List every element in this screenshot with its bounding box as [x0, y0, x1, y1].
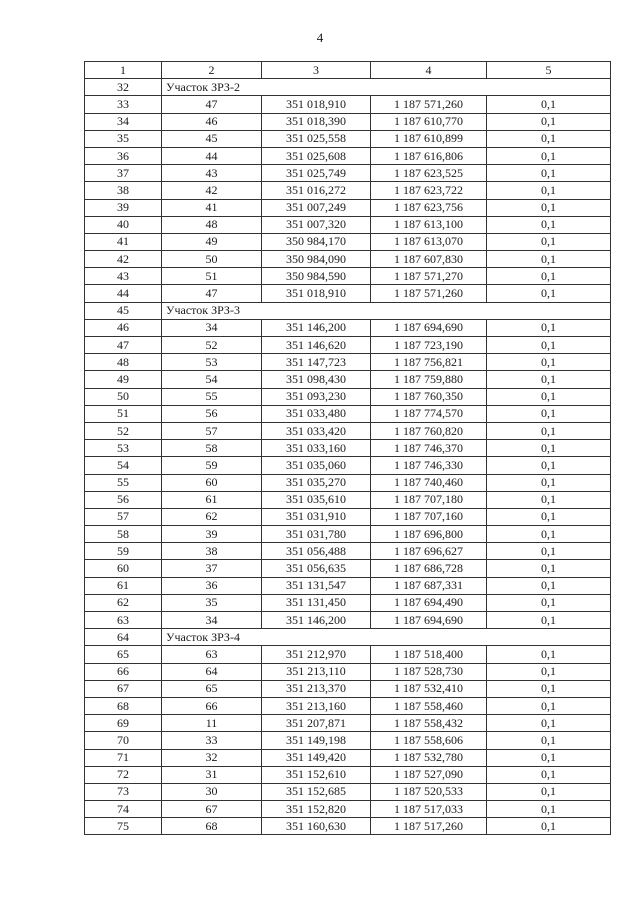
point-number-cell: 55	[162, 388, 262, 405]
x-coordinate-cell: 351 035,270	[262, 474, 371, 491]
point-number-cell: 58	[162, 440, 262, 457]
row-number-cell: 58	[85, 526, 162, 543]
y-coordinate-cell: 1 187 520,533	[371, 783, 487, 800]
table-row	[85, 646, 611, 663]
point-number-cell: 30	[162, 783, 262, 800]
row-number-cell: 36	[85, 147, 162, 164]
x-coordinate-cell: 351 147,723	[262, 354, 371, 371]
value-cell: 0,1	[487, 697, 611, 714]
y-coordinate-cell: 1 187 696,800	[371, 526, 487, 543]
x-coordinate-cell: 351 035,610	[262, 491, 371, 508]
table-row	[85, 113, 611, 130]
y-coordinate-cell: 1 187 759,880	[371, 371, 487, 388]
value-cell: 0,1	[487, 612, 611, 629]
x-coordinate-cell: 351 018,910	[262, 285, 371, 302]
header-cell-5: 5	[487, 62, 611, 79]
row-number-cell: 70	[85, 732, 162, 749]
y-coordinate-cell: 1 187 687,331	[371, 577, 487, 594]
x-coordinate-cell: 351 033,420	[262, 422, 371, 439]
value-cell: 0,1	[487, 440, 611, 457]
value-cell: 0,1	[487, 526, 611, 543]
y-coordinate-cell: 1 187 707,160	[371, 508, 487, 525]
table-row	[85, 818, 611, 835]
table-row	[85, 422, 611, 439]
y-coordinate-cell: 1 187 694,490	[371, 594, 487, 611]
table-row	[85, 405, 611, 422]
x-coordinate-cell: 351 025,749	[262, 165, 371, 182]
table-row	[85, 268, 611, 285]
point-number-cell: 47	[162, 96, 262, 113]
row-number-cell: 74	[85, 801, 162, 818]
x-coordinate-cell: 351 152,685	[262, 783, 371, 800]
value-cell: 0,1	[487, 354, 611, 371]
row-number-cell: 69	[85, 715, 162, 732]
table-row	[85, 749, 611, 766]
table-row	[85, 285, 611, 302]
x-coordinate-cell: 350 984,090	[262, 251, 371, 268]
y-coordinate-cell: 1 187 517,033	[371, 801, 487, 818]
x-coordinate-cell: 351 007,320	[262, 216, 371, 233]
y-coordinate-cell: 1 187 517,260	[371, 818, 487, 835]
row-number-cell: 43	[85, 268, 162, 285]
value-cell: 0,1	[487, 577, 611, 594]
point-number-cell: 63	[162, 646, 262, 663]
value-cell: 0,1	[487, 715, 611, 732]
x-coordinate-cell: 351 146,200	[262, 612, 371, 629]
table-row	[85, 526, 611, 543]
row-number-cell: 48	[85, 354, 162, 371]
row-number-cell: 54	[85, 457, 162, 474]
section-title-cell: Участок ЗРЗ-3	[162, 302, 611, 319]
table-row	[85, 612, 611, 629]
value-cell: 0,1	[487, 233, 611, 250]
x-coordinate-cell: 351 146,200	[262, 319, 371, 336]
x-coordinate-cell: 351 213,110	[262, 663, 371, 680]
x-coordinate-cell: 351 031,780	[262, 526, 371, 543]
point-number-cell: 47	[162, 285, 262, 302]
point-number-cell: 66	[162, 697, 262, 714]
y-coordinate-cell: 1 187 571,270	[371, 268, 487, 285]
table-row	[85, 766, 611, 783]
y-coordinate-cell: 1 187 610,899	[371, 130, 487, 147]
point-number-cell: 11	[162, 715, 262, 732]
value-cell: 0,1	[487, 474, 611, 491]
table-row	[85, 96, 611, 113]
y-coordinate-cell: 1 187 746,370	[371, 440, 487, 457]
x-coordinate-cell: 351 025,608	[262, 147, 371, 164]
value-cell: 0,1	[487, 147, 611, 164]
point-number-cell: 42	[162, 182, 262, 199]
point-number-cell: 65	[162, 680, 262, 697]
table-body	[85, 62, 611, 835]
value-cell: 0,1	[487, 388, 611, 405]
table-row	[85, 337, 611, 354]
point-number-cell: 49	[162, 233, 262, 250]
y-coordinate-cell: 1 187 707,180	[371, 491, 487, 508]
y-coordinate-cell: 1 187 571,260	[371, 96, 487, 113]
table-row	[85, 508, 611, 525]
x-coordinate-cell: 351 149,420	[262, 749, 371, 766]
table-row	[85, 147, 611, 164]
point-number-cell: 60	[162, 474, 262, 491]
value-cell: 0,1	[487, 594, 611, 611]
x-coordinate-cell: 351 131,450	[262, 594, 371, 611]
row-number-cell: 67	[85, 680, 162, 697]
row-number-cell: 57	[85, 508, 162, 525]
value-cell: 0,1	[487, 646, 611, 663]
table-row	[85, 491, 611, 508]
x-coordinate-cell: 350 984,170	[262, 233, 371, 250]
section-row	[85, 79, 611, 96]
header-row	[85, 62, 611, 79]
value-cell: 0,1	[487, 96, 611, 113]
value-cell: 0,1	[487, 405, 611, 422]
value-cell: 0,1	[487, 783, 611, 800]
x-coordinate-cell: 351 056,488	[262, 543, 371, 560]
value-cell: 0,1	[487, 199, 611, 216]
x-coordinate-cell: 351 152,610	[262, 766, 371, 783]
x-coordinate-cell: 351 025,558	[262, 130, 371, 147]
point-number-cell: 44	[162, 147, 262, 164]
table-row	[85, 783, 611, 800]
x-coordinate-cell: 351 031,910	[262, 508, 371, 525]
row-number-cell: 40	[85, 216, 162, 233]
point-number-cell: 45	[162, 130, 262, 147]
x-coordinate-cell: 351 018,910	[262, 96, 371, 113]
value-cell: 0,1	[487, 268, 611, 285]
x-coordinate-cell: 351 033,480	[262, 405, 371, 422]
row-number-cell: 56	[85, 491, 162, 508]
y-coordinate-cell: 1 187 532,410	[371, 680, 487, 697]
y-coordinate-cell: 1 187 623,756	[371, 199, 487, 216]
table-row	[85, 130, 611, 147]
value-cell: 0,1	[487, 491, 611, 508]
row-number-cell: 32	[85, 79, 162, 96]
table-row	[85, 354, 611, 371]
row-number-cell: 44	[85, 285, 162, 302]
section-row	[85, 302, 611, 319]
table-row	[85, 560, 611, 577]
point-number-cell: 32	[162, 749, 262, 766]
x-coordinate-cell: 351 213,160	[262, 697, 371, 714]
table-row	[85, 801, 611, 818]
point-number-cell: 54	[162, 371, 262, 388]
section-row	[85, 629, 611, 646]
x-coordinate-cell: 351 056,635	[262, 560, 371, 577]
value-cell: 0,1	[487, 766, 611, 783]
table-row	[85, 199, 611, 216]
point-number-cell: 48	[162, 216, 262, 233]
row-number-cell: 42	[85, 251, 162, 268]
y-coordinate-cell: 1 187 532,780	[371, 749, 487, 766]
x-coordinate-cell: 351 093,230	[262, 388, 371, 405]
value-cell: 0,1	[487, 319, 611, 336]
value-cell: 0,1	[487, 216, 611, 233]
row-number-cell: 49	[85, 371, 162, 388]
y-coordinate-cell: 1 187 723,190	[371, 337, 487, 354]
table-row	[85, 251, 611, 268]
value-cell: 0,1	[487, 337, 611, 354]
table-row	[85, 319, 611, 336]
y-coordinate-cell: 1 187 613,070	[371, 233, 487, 250]
point-number-cell: 36	[162, 577, 262, 594]
y-coordinate-cell: 1 187 616,806	[371, 147, 487, 164]
point-number-cell: 51	[162, 268, 262, 285]
header-cell-1: 1	[85, 62, 162, 79]
value-cell: 0,1	[487, 130, 611, 147]
value-cell: 0,1	[487, 457, 611, 474]
row-number-cell: 47	[85, 337, 162, 354]
point-number-cell: 31	[162, 766, 262, 783]
header-cell-4: 4	[371, 62, 487, 79]
point-number-cell: 59	[162, 457, 262, 474]
row-number-cell: 53	[85, 440, 162, 457]
y-coordinate-cell: 1 187 756,821	[371, 354, 487, 371]
value-cell: 0,1	[487, 285, 611, 302]
row-number-cell: 75	[85, 818, 162, 835]
table-row	[85, 388, 611, 405]
row-number-cell: 39	[85, 199, 162, 216]
y-coordinate-cell: 1 187 558,460	[371, 697, 487, 714]
point-number-cell: 64	[162, 663, 262, 680]
x-coordinate-cell: 351 212,970	[262, 646, 371, 663]
y-coordinate-cell: 1 187 694,690	[371, 319, 487, 336]
table-row	[85, 474, 611, 491]
header-cell-3: 3	[262, 62, 371, 79]
row-number-cell: 73	[85, 783, 162, 800]
point-number-cell: 43	[162, 165, 262, 182]
table-row	[85, 233, 611, 250]
row-number-cell: 65	[85, 646, 162, 663]
row-number-cell: 63	[85, 612, 162, 629]
table-row	[85, 594, 611, 611]
row-number-cell: 52	[85, 422, 162, 439]
y-coordinate-cell: 1 187 527,090	[371, 766, 487, 783]
table-row	[85, 457, 611, 474]
row-number-cell: 41	[85, 233, 162, 250]
value-cell: 0,1	[487, 732, 611, 749]
page-number: 4	[316, 30, 324, 45]
row-number-cell: 68	[85, 697, 162, 714]
point-number-cell: 33	[162, 732, 262, 749]
y-coordinate-cell: 1 187 686,728	[371, 560, 487, 577]
value-cell: 0,1	[487, 113, 611, 130]
y-coordinate-cell: 1 187 571,260	[371, 285, 487, 302]
table-row	[85, 543, 611, 560]
table-row	[85, 182, 611, 199]
value-cell: 0,1	[487, 371, 611, 388]
x-coordinate-cell: 351 149,198	[262, 732, 371, 749]
y-coordinate-cell: 1 187 774,570	[371, 405, 487, 422]
x-coordinate-cell: 351 016,272	[262, 182, 371, 199]
y-coordinate-cell: 1 187 613,100	[371, 216, 487, 233]
y-coordinate-cell: 1 187 623,525	[371, 165, 487, 182]
row-number-cell: 45	[85, 302, 162, 319]
point-number-cell: 57	[162, 422, 262, 439]
point-number-cell: 46	[162, 113, 262, 130]
x-coordinate-cell: 351 152,820	[262, 801, 371, 818]
point-number-cell: 41	[162, 199, 262, 216]
value-cell: 0,1	[487, 749, 611, 766]
y-coordinate-cell: 1 187 558,432	[371, 715, 487, 732]
x-coordinate-cell: 351 207,871	[262, 715, 371, 732]
point-number-cell: 50	[162, 251, 262, 268]
y-coordinate-cell: 1 187 740,460	[371, 474, 487, 491]
point-number-cell: 34	[162, 612, 262, 629]
x-coordinate-cell: 351 131,547	[262, 577, 371, 594]
x-coordinate-cell: 351 018,390	[262, 113, 371, 130]
value-cell: 0,1	[487, 422, 611, 439]
row-number-cell: 64	[85, 629, 162, 646]
row-number-cell: 71	[85, 749, 162, 766]
point-number-cell: 39	[162, 526, 262, 543]
value-cell: 0,1	[487, 165, 611, 182]
row-number-cell: 72	[85, 766, 162, 783]
row-number-cell: 55	[85, 474, 162, 491]
row-number-cell: 61	[85, 577, 162, 594]
table-row	[85, 216, 611, 233]
value-cell: 0,1	[487, 508, 611, 525]
y-coordinate-cell: 1 187 746,330	[371, 457, 487, 474]
table-row	[85, 165, 611, 182]
table-row	[85, 715, 611, 732]
section-title-cell: Участок ЗРЗ-4	[162, 629, 611, 646]
row-number-cell: 38	[85, 182, 162, 199]
y-coordinate-cell: 1 187 558,606	[371, 732, 487, 749]
row-number-cell: 62	[85, 594, 162, 611]
value-cell: 0,1	[487, 663, 611, 680]
y-coordinate-cell: 1 187 760,350	[371, 388, 487, 405]
row-number-cell: 46	[85, 319, 162, 336]
table-row	[85, 440, 611, 457]
section-title-cell: Участок ЗРЗ-2	[162, 79, 611, 96]
table-row	[85, 663, 611, 680]
point-number-cell: 61	[162, 491, 262, 508]
row-number-cell: 59	[85, 543, 162, 560]
value-cell: 0,1	[487, 560, 611, 577]
point-number-cell: 35	[162, 594, 262, 611]
point-number-cell: 68	[162, 818, 262, 835]
point-number-cell: 56	[162, 405, 262, 422]
y-coordinate-cell: 1 187 518,400	[371, 646, 487, 663]
table-row	[85, 732, 611, 749]
table-row	[85, 680, 611, 697]
value-cell: 0,1	[487, 801, 611, 818]
table-row	[85, 577, 611, 594]
row-number-cell: 51	[85, 405, 162, 422]
x-coordinate-cell: 351 098,430	[262, 371, 371, 388]
row-number-cell: 60	[85, 560, 162, 577]
row-number-cell: 34	[85, 113, 162, 130]
x-coordinate-cell: 351 035,060	[262, 457, 371, 474]
point-number-cell: 38	[162, 543, 262, 560]
y-coordinate-cell: 1 187 607,830	[371, 251, 487, 268]
point-number-cell: 53	[162, 354, 262, 371]
table-row	[85, 371, 611, 388]
value-cell: 0,1	[487, 543, 611, 560]
row-number-cell: 33	[85, 96, 162, 113]
value-cell: 0,1	[487, 182, 611, 199]
x-coordinate-cell: 351 160,630	[262, 818, 371, 835]
value-cell: 0,1	[487, 818, 611, 835]
x-coordinate-cell: 351 033,160	[262, 440, 371, 457]
point-number-cell: 34	[162, 319, 262, 336]
point-number-cell: 62	[162, 508, 262, 525]
point-number-cell: 67	[162, 801, 262, 818]
y-coordinate-cell: 1 187 528,730	[371, 663, 487, 680]
point-number-cell: 52	[162, 337, 262, 354]
header-cell-2: 2	[162, 62, 262, 79]
value-cell: 0,1	[487, 251, 611, 268]
y-coordinate-cell: 1 187 760,820	[371, 422, 487, 439]
value-cell: 0,1	[487, 680, 611, 697]
row-number-cell: 37	[85, 165, 162, 182]
coordinates-table	[84, 61, 611, 835]
point-number-cell: 37	[162, 560, 262, 577]
x-coordinate-cell: 350 984,590	[262, 268, 371, 285]
row-number-cell: 35	[85, 130, 162, 147]
x-coordinate-cell: 351 213,370	[262, 680, 371, 697]
x-coordinate-cell: 351 007,249	[262, 199, 371, 216]
y-coordinate-cell: 1 187 623,722	[371, 182, 487, 199]
y-coordinate-cell: 1 187 696,627	[371, 543, 487, 560]
y-coordinate-cell: 1 187 610,770	[371, 113, 487, 130]
y-coordinate-cell: 1 187 694,690	[371, 612, 487, 629]
row-number-cell: 66	[85, 663, 162, 680]
x-coordinate-cell: 351 146,620	[262, 337, 371, 354]
row-number-cell: 50	[85, 388, 162, 405]
table-row	[85, 697, 611, 714]
